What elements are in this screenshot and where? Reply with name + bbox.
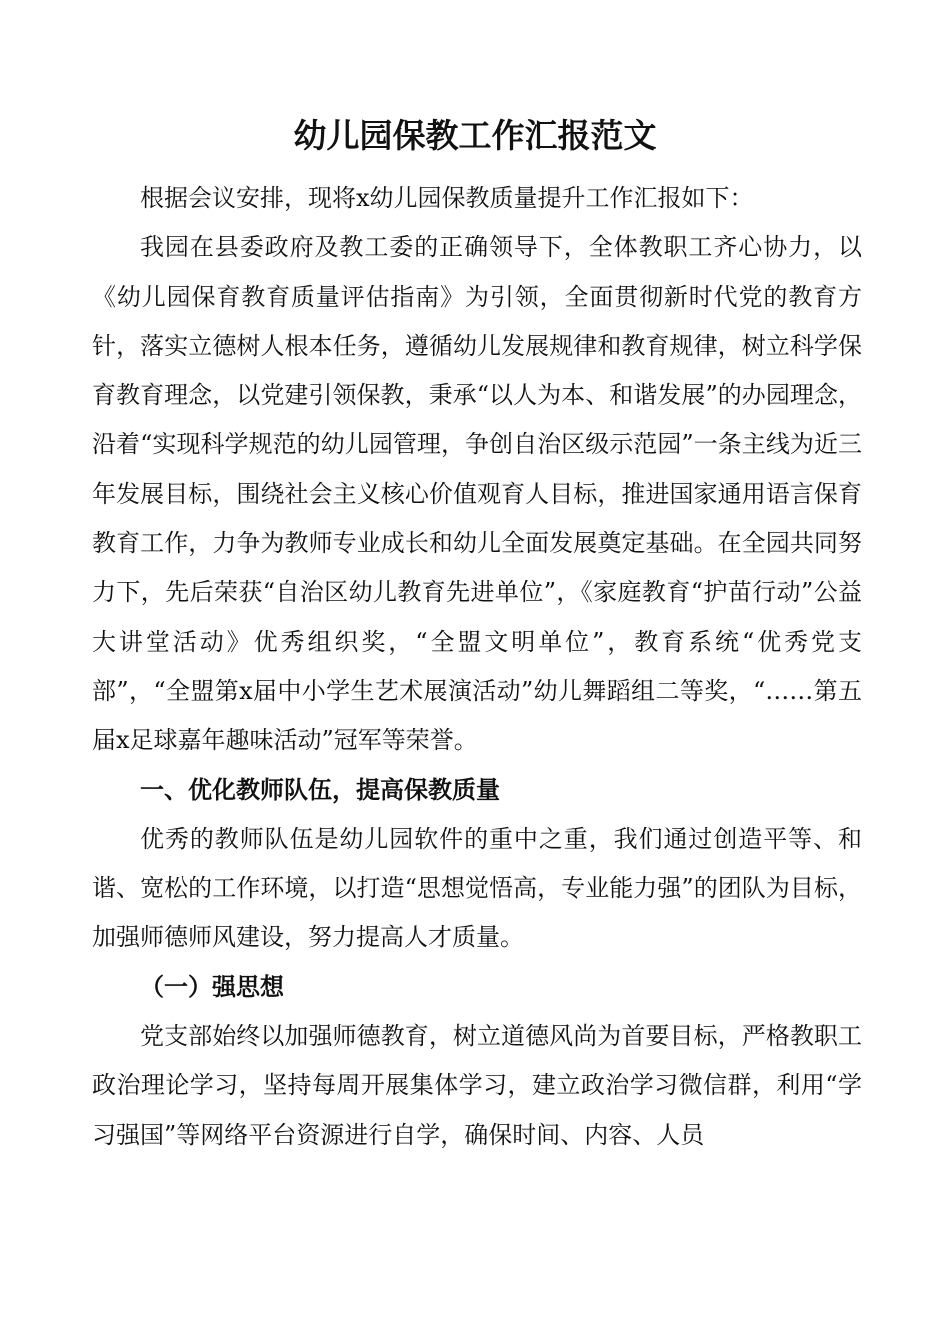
document-body <box>92 174 862 1160</box>
section-paragraph-1: 优秀的教师队伍是幼儿园软件的重中之重，我们通过创造平等、和谐、宽松的工作环境，以打造“思想觉悟高，专业能力强”的团队为目标，加强师德师风建设，努力提高人才质量。 <box>92 824 862 952</box>
overview-paragraph: 我园在县委政府及教工委的正确领导下，全体教职工齐心协力，以《幼儿园保育教育质量评估指南》为引领，全面贯彻新时代党的教育方针，落实立德树人根本任务，遵循幼儿发展规律和教育规律，树立科学保育教育理念，以党建引领保教，秉承“以人为本、和谐发展”的办园理念，沿着“实现科学规范的幼儿园管理，争创自治区级示范园”一条主线为近三年发展目标，围绕社会主义核心价值观育人目标，推进国家通用语言保育教育工作，力争为教师专业成长和幼儿全面发展奠定基础。在全园共同努力下，先后荣获“自治区幼儿教育先进单位”，《家庭教育“护苗行动”公益大讲堂活动》优秀组织奖，“全盟文明单位”，教育系统“优秀党支部”，“全盟第x届中小学生艺术展演活动”幼儿舞蹈组二等奖，“……第五届x足球嘉年趣味活动”冠军等荣誉。 <box>92 233 862 755</box>
document-title: 幼儿园保教工作汇报范文 <box>293 116 657 155</box>
subsection-paragraph-1: 党支部始终以加强师德教育，树立道德风尚为首要目标，严格教职工政治理论学习，坚持每周开展集体学习，建立政治学习微信群，利用“学习强国”等网络平台资源进行自学，确保时间、内容、人员 <box>92 1022 862 1149</box>
intro-paragraph: 根据会议安排，现将x幼儿园保教质量提升工作汇报如下： <box>140 184 754 212</box>
subsection-heading-1: （一）强思想 <box>140 972 284 1001</box>
section-heading-1: 一、优化教师队伍，提高保教质量 <box>140 775 500 804</box>
